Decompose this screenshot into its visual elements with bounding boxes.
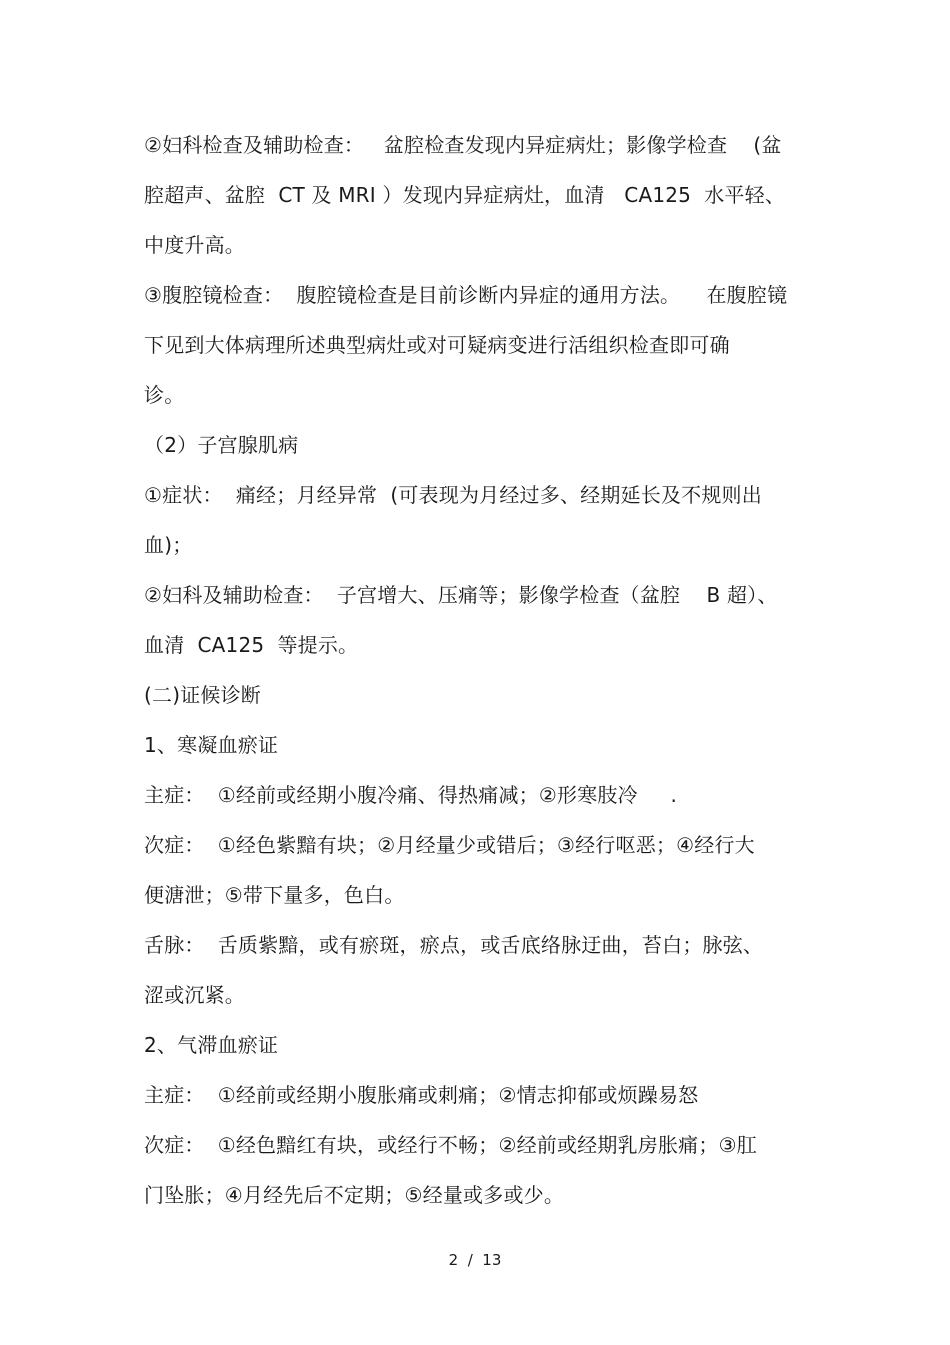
text-line: 血)；: [144, 533, 193, 557]
text-line: ③腹腔镜检查： 腹腔镜检查是目前诊断内异症的通用方法。 在腹腔镜: [144, 283, 788, 307]
text-line: 涩或沉紧。: [144, 983, 245, 1007]
text-line: 门坠胀；④月经先后不定期；⑤经量或多或少。: [144, 1183, 565, 1207]
text-line: 诊。: [144, 383, 185, 407]
section-heading: (二)证候诊断: [144, 683, 262, 707]
text-line: ②妇科及辅助检查： 子宫增大、压痛等；影像学检查（盆腔 B 超）、: [144, 583, 778, 607]
text-line: 腔超声、盆腔 CT 及 MRI ）发现内异症病灶，血清 CA125 水平轻、: [144, 183, 786, 207]
text-line: 中度升高。: [144, 233, 245, 257]
text-line: 舌脉： 舌质紫黯，或有瘀斑，瘀点，或舌底络脉迂曲，苔白；脉弦、: [144, 933, 764, 957]
text-line: ②妇科检查及辅助检查： 盆腔检查发现内异症病灶；影像学检查 (盆: [144, 133, 782, 157]
text-line: 次症： ①经色黯红有块，或经行不畅；②经前或经期乳房胀痛；③肛: [144, 1133, 757, 1157]
section-heading: （2）子宫腺肌病: [144, 433, 299, 457]
text-line: 主症： ①经前或经期小腹冷痛、得热痛减；②形寒肢冷 .: [144, 783, 678, 807]
text-line: 便溏泄；⑤带下量多，色白。: [144, 883, 405, 907]
section-heading: 2、气滞血瘀证: [144, 1033, 279, 1057]
section-heading: 1、寒凝血瘀证: [144, 733, 279, 757]
page-number: 2 / 13: [448, 1251, 502, 1269]
text-line: 主症： ①经前或经期小腹胀痛或刺痛；②情志抑郁或烦躁易怒: [144, 1083, 699, 1107]
text-line: 下见到大体病理所述典型病灶或对可疑病变进行活组织检查即可确: [144, 333, 730, 357]
text-line: ①症状： 痛经；月经异常 (可表现为月经过多、经期延长及不规则出: [144, 483, 762, 507]
text-line: 次症： ①经色紫黯有块；②月经量少或错后；③经行呕恶；④经行大: [144, 833, 755, 857]
text-line: 血清 CA125 等提示。: [144, 633, 359, 657]
